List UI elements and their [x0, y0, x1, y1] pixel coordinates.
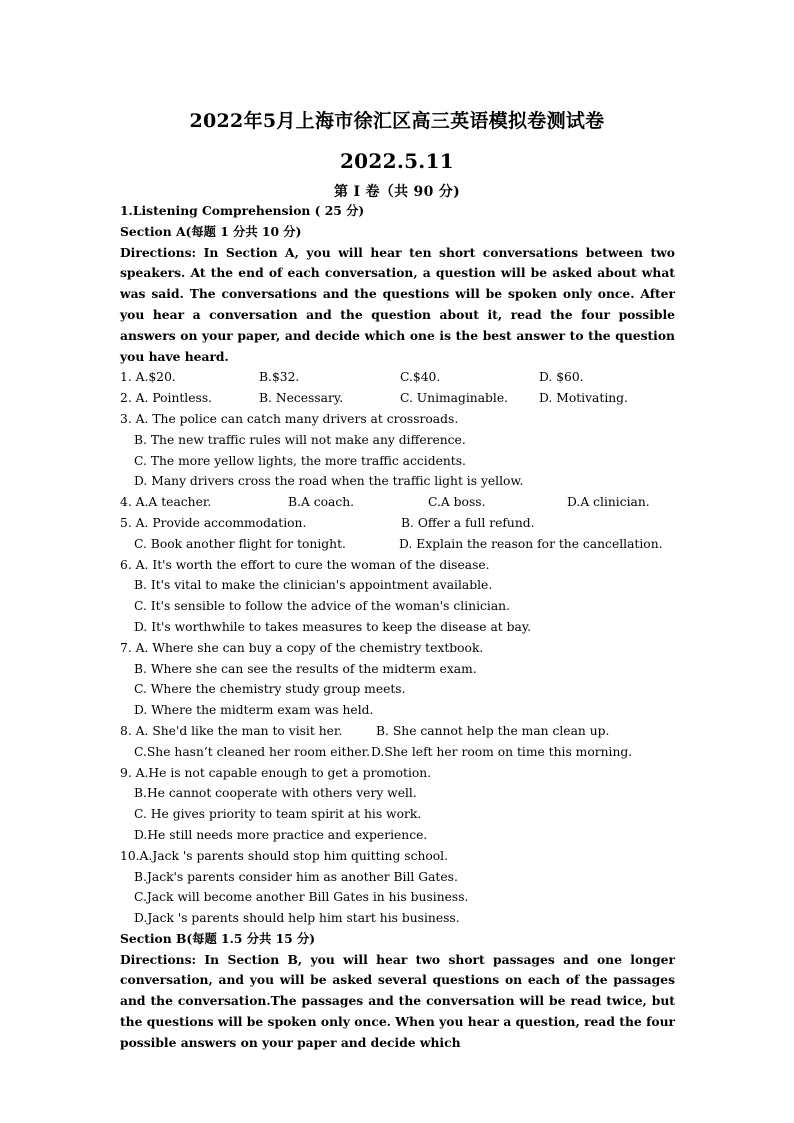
option-a: 2. A. Pointless.: [120, 391, 213, 406]
option-a: 3. A. The police can catch many drivers at crossroads.: [120, 411, 459, 426]
option-a: 5. A. Provide accommodation.: [120, 515, 307, 530]
option-c: C.Jack will become another Bill Gates in his business.: [134, 890, 469, 905]
option-c: C. He gives priority to team spirit at his work.: [134, 807, 422, 822]
option-c: C. Where the chemistry study group meets.: [134, 682, 406, 697]
option-d: D.A clinician.: [567, 495, 650, 510]
option-b: B.A coach.: [288, 495, 355, 510]
question-7: [120, 638, 675, 721]
question-10: [120, 846, 675, 929]
option-b: B.$32.: [259, 370, 300, 385]
section-a-heading: Section A(每题 1 分共 10 分): [120, 223, 302, 239]
option-d: D. Motivating.: [539, 391, 628, 406]
option-c: C.$40.: [400, 370, 441, 385]
page-title: 2022年5月上海市徐汇区高三英语模拟卷测试卷: [189, 110, 605, 132]
option-a: 1. A.$20.: [120, 370, 176, 385]
option-b: B. Necessary.: [259, 391, 344, 406]
option-a: 4. A.A teacher.: [120, 495, 212, 510]
volume-heading: 第 I 卷（共 90 分): [333, 184, 461, 200]
option-d: D. $60.: [539, 370, 584, 385]
section-b-directions: Directions: In Section B, you will hear two short passages and one longer conversation, and you will be asked several questions on each of the passages and the conversation.The passages and the conversation will be read twice, but the questions will be spoken only once. When you hear a question, read the four possible answers on your paper and decide which: [120, 951, 675, 1050]
option-d: D. Where the midterm exam was held.: [134, 703, 374, 718]
section-b-heading: Section B(每题 1.5 分共 15 分): [120, 930, 316, 946]
question-3: [120, 409, 675, 492]
question-6: [120, 555, 675, 638]
option-a: 9. A.He is not capable enough to get a promotion.: [120, 765, 432, 780]
question-2: [120, 388, 675, 409]
option-b: B. Where she can see the results of the midterm exam.: [134, 661, 477, 676]
option-d: D.She left her room on time this morning.: [371, 744, 633, 759]
option-b: B. She cannot help the man clean up.: [376, 723, 610, 738]
question-1: [120, 367, 675, 388]
option-b: B. It's vital to make the clinician's appointment available.: [134, 578, 493, 593]
option-d: D.Jack 's parents should help him start his business.: [134, 911, 460, 926]
question-8-row-2: [120, 742, 675, 763]
exam-date: 2022.5.11: [339, 149, 455, 173]
option-d: D. It's worthwhile to takes measures to keep the disease at bay.: [134, 619, 532, 634]
option-d: D. Explain the reason for the cancellation.: [399, 536, 663, 551]
section-a-directions: Directions: In Section A, you will hear ten short conversations between two speakers. At the end of each conversation, a question will be asked about what was said. The conversations and the questions will be spoken only once. After you hear a conversation and the question about it, read the four possible answers on your paper, and decide which one is the best answer to the question you have heard.: [120, 244, 675, 364]
question-4: [120, 492, 675, 513]
exam-content: [120, 201, 675, 1054]
option-c: C.A boss.: [428, 495, 486, 510]
option-a: 7. A. Where she can buy a copy of the chemistry textbook.: [120, 640, 484, 655]
question-5-row-2: [120, 534, 675, 555]
question-9: [120, 763, 675, 846]
option-a: 8. A. She'd like the man to visit her.: [120, 723, 343, 738]
option-b: B. The new traffic rules will not make any difference.: [134, 432, 466, 447]
option-a: 6. A. It's worth the effort to cure the woman of the disease.: [120, 557, 490, 572]
option-a: 10.A.Jack 's parents should stop him quitting school.: [120, 848, 449, 863]
option-b: B. Offer a full refund.: [401, 515, 535, 530]
question-5-row-1: [120, 513, 675, 534]
option-c: C. It's sensible to follow the advice of the woman's clinician.: [134, 599, 510, 614]
option-b: B.He cannot cooperate with others very well.: [134, 786, 417, 801]
option-c: C. The more yellow lights, the more traffic accidents.: [134, 453, 466, 468]
question-8-row-1: [120, 721, 675, 742]
option-d: D. Many drivers cross the road when the traffic light is yellow.: [134, 474, 524, 489]
option-c: C. Unimaginable.: [400, 391, 509, 406]
option-c: C.She hasn’t cleaned her room either.: [134, 744, 371, 759]
option-b: B.Jack's parents consider him as another Bill Gates.: [134, 869, 458, 884]
part-heading: 1.Listening Comprehension ( 25 分): [120, 203, 365, 218]
option-d: D.He still needs more practice and experience.: [134, 827, 428, 842]
option-c: C. Book another flight for tonight.: [134, 536, 346, 551]
